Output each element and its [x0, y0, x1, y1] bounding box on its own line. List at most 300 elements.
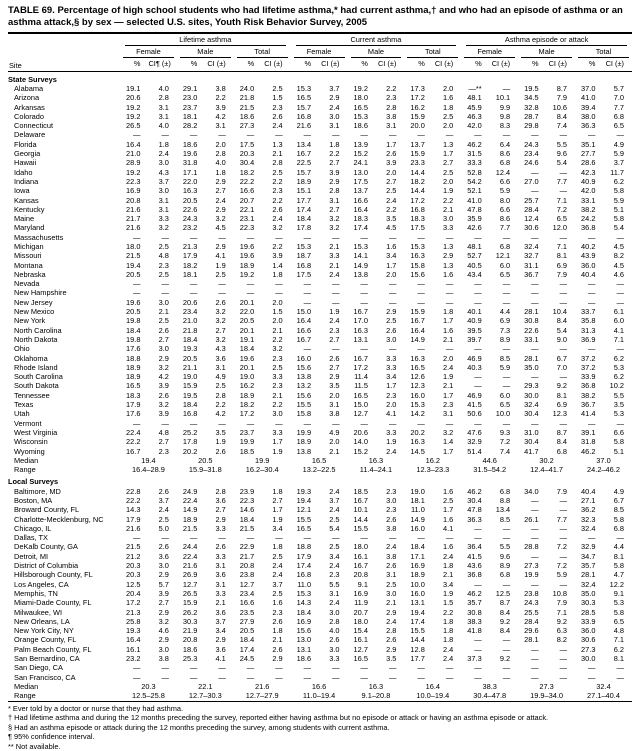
- value-cell: 13.4: [495, 505, 511, 515]
- value-cell: 3.8: [386, 551, 397, 561]
- value-cell: —: [588, 533, 596, 543]
- value-cell: 4.3: [215, 344, 226, 354]
- value-cell: —: [133, 533, 141, 543]
- value-cell: 2.9: [158, 635, 169, 645]
- table-row: [8, 447, 632, 456]
- value-cell: 4.3: [158, 167, 169, 177]
- value-cell: 23.7: [182, 102, 198, 112]
- value-cell: 29.6: [524, 626, 539, 636]
- value-cell: —: [502, 372, 511, 382]
- value-cell: —: [417, 533, 425, 543]
- value-cell: —: [332, 130, 340, 140]
- value-cell: 6.1: [613, 307, 624, 317]
- value-cell: 17.2: [126, 598, 141, 608]
- value-cell: 24.1: [353, 158, 368, 168]
- value-cell: 12.5: [495, 588, 511, 598]
- value-cell: 4.0: [158, 121, 169, 131]
- value-cell: 4.6: [158, 626, 169, 636]
- value-cell: 29.1: [182, 83, 198, 93]
- value-cell: 2.2: [272, 176, 283, 186]
- value-cell: —: [161, 533, 169, 543]
- value-cell: —: [531, 654, 539, 664]
- value-cell: 2.8: [215, 486, 226, 496]
- table-row: [8, 288, 632, 297]
- value-cell: 2.1: [272, 390, 283, 400]
- value-cell: 20.1: [239, 325, 255, 335]
- table-header: [8, 33, 632, 71]
- value-cell: 1.9: [272, 514, 283, 524]
- value-cell: 28.1: [524, 635, 539, 645]
- table-row: [8, 391, 632, 400]
- summary-value-cell: 16.3: [368, 455, 384, 465]
- value-cell: 14.3: [126, 505, 141, 515]
- value-cell: 20.3: [126, 561, 141, 571]
- percent-header: %: [404, 58, 432, 71]
- value-cell: 35.8: [581, 316, 596, 326]
- value-cell: 17.4: [296, 204, 312, 214]
- value-cell: 19.6: [239, 251, 255, 261]
- value-cell: 21.1: [182, 362, 198, 372]
- subheader-male: [348, 46, 405, 58]
- value-cell: 2.2: [215, 93, 226, 103]
- value-cell: —: [531, 130, 539, 140]
- value-cell: 19.2: [353, 83, 368, 93]
- value-cell: 3.8: [386, 523, 397, 533]
- value-cell: 16.6: [239, 598, 255, 608]
- table-row: [8, 279, 632, 288]
- value-cell: 16.5: [353, 390, 368, 400]
- value-cell: 2.8: [272, 158, 283, 168]
- value-cell: 6.2: [613, 644, 624, 654]
- value-cell: —: [388, 533, 397, 543]
- value-cell: 12.7: [353, 644, 368, 654]
- value-cell: 8.7: [556, 83, 567, 93]
- summary-row: [8, 456, 632, 465]
- value-cell: —: [588, 130, 596, 140]
- value-cell: 2.9: [272, 654, 283, 664]
- table-row: [8, 205, 632, 214]
- value-cell: 35.1: [581, 139, 596, 149]
- value-cell: 27.3: [524, 561, 539, 571]
- value-cell: —: [388, 279, 397, 289]
- subheader-total: [575, 46, 632, 58]
- value-cell: —: [531, 523, 539, 533]
- value-cell: 2.0: [386, 269, 397, 279]
- value-cell: 1.7: [386, 381, 397, 391]
- value-cell: 2.5: [158, 269, 169, 279]
- site-cell: San Francisco, CA: [14, 672, 76, 682]
- value-cell: 12.7: [182, 579, 198, 589]
- value-cell: —: [502, 232, 511, 242]
- summary-row: [8, 691, 632, 701]
- summary-value-cell: 19.9: [254, 455, 270, 465]
- value-cell: 3.7: [329, 83, 340, 93]
- value-cell: 6.7: [556, 353, 567, 363]
- value-cell: 2.6: [386, 325, 397, 335]
- value-cell: 3.7: [215, 616, 226, 626]
- value-cell: 2.9: [442, 251, 454, 261]
- value-cell: —: [417, 344, 425, 354]
- site-cell: North Carolina: [14, 325, 62, 335]
- value-cell: 2.4: [329, 102, 340, 112]
- table-title: TABLE 69. Percentage of high school students who had lifetime asthma,* had current asthma,† and who had an episode of asthma or an asthma attack,§ by sex — selected U.S. sites, Youth Risk Behavior Survey, 2005: [8, 5, 623, 28]
- value-cell: —: [445, 533, 454, 543]
- value-cell: 9.2: [499, 616, 511, 626]
- value-cell: 16.6: [239, 186, 255, 196]
- value-cell: 3.9: [272, 251, 283, 261]
- summary-value-cell: 44.6: [482, 455, 497, 465]
- table-row: [8, 93, 632, 102]
- value-cell: 6.5: [613, 121, 624, 131]
- value-cell: 18.8: [296, 542, 312, 552]
- value-cell: 6.7: [613, 496, 624, 505]
- value-cell: 12.4: [495, 167, 511, 177]
- value-cell: 18.9: [296, 176, 312, 186]
- value-cell: 16.7: [296, 334, 312, 344]
- value-cell: —: [275, 130, 283, 140]
- value-cell: 15.6: [296, 362, 312, 372]
- value-cell: 40.5: [467, 260, 482, 270]
- value-cell: 21.8: [182, 325, 198, 335]
- value-cell: 6.2: [613, 372, 624, 382]
- value-cell: 16.6: [353, 195, 368, 205]
- summary-value-cell: 20.3: [141, 681, 156, 691]
- value-cell: 2.3: [442, 400, 454, 410]
- value-cell: —: [360, 279, 368, 289]
- value-cell: 5.1: [613, 204, 624, 214]
- value-cell: 21.3: [126, 607, 141, 617]
- value-cell: 26.5: [126, 121, 141, 131]
- value-cell: 18.4: [126, 325, 141, 335]
- value-cell: 22.5: [296, 158, 312, 168]
- value-cell: 2.1: [442, 381, 454, 391]
- value-cell: 23.0: [182, 93, 198, 103]
- value-cell: 15.0: [296, 307, 312, 317]
- value-cell: —: [133, 288, 141, 298]
- value-cell: 2.1: [329, 241, 340, 251]
- summary-value-cell: 12.4–41.7: [530, 465, 563, 475]
- value-cell: 19.0: [239, 372, 255, 382]
- value-cell: 5.9: [499, 362, 511, 372]
- value-cell: 3.2: [215, 214, 226, 224]
- value-cell: 17.8: [296, 223, 312, 233]
- value-cell: 7.7: [556, 176, 567, 186]
- subheader-label: Female: [123, 47, 174, 58]
- value-cell: 4.1: [386, 409, 397, 419]
- value-cell: —: [616, 418, 624, 428]
- value-cell: 13.0: [353, 167, 368, 177]
- value-cell: —: [303, 344, 312, 354]
- value-cell: 13.1: [296, 644, 312, 654]
- value-cell: 5.8: [613, 214, 624, 224]
- value-cell: —: [531, 344, 539, 354]
- value-cell: —: [189, 288, 198, 298]
- value-cell: 20.8: [239, 561, 255, 571]
- summary-value-cell: 16.3: [368, 681, 384, 691]
- value-cell: 2.3: [158, 260, 169, 270]
- value-cell: 19.1: [239, 334, 255, 344]
- value-cell: 19.3: [182, 344, 198, 354]
- site-cell: Texas: [14, 400, 34, 410]
- value-cell: 14.0: [353, 437, 368, 447]
- footnotes: [8, 704, 632, 751]
- site-cell: Michigan: [14, 241, 44, 251]
- summary-value-cell: 31.5–54.2: [473, 465, 507, 475]
- summary-value-cell: 20.5: [198, 455, 213, 465]
- value-cell: 19.1: [126, 83, 141, 93]
- value-cell: 2.1: [386, 598, 397, 608]
- value-cell: 11.7: [610, 167, 624, 177]
- value-cell: 2.6: [215, 297, 226, 307]
- value-cell: 7.2: [556, 561, 567, 571]
- value-cell: 18.4: [182, 334, 198, 344]
- table-body: [8, 71, 632, 701]
- value-cell: 6.0: [499, 260, 511, 270]
- value-cell: 2.2: [272, 400, 283, 410]
- value-cell: 21.6: [126, 523, 141, 533]
- value-cell: —: [531, 279, 539, 289]
- value-cell: 5.5: [329, 579, 340, 589]
- value-cell: —: [559, 644, 567, 654]
- value-cell: 17.6: [126, 344, 141, 354]
- summary-value-cell: 22.1: [198, 681, 213, 691]
- value-cell: 2.9: [386, 307, 397, 317]
- value-cell: 17.4: [239, 644, 255, 654]
- value-cell: 3.7: [158, 496, 169, 505]
- value-cell: 3.3: [386, 362, 397, 372]
- value-cell: 12.6: [410, 372, 425, 382]
- table-row: [8, 223, 632, 232]
- value-cell: 11.5: [354, 381, 368, 391]
- value-cell: 13.9: [353, 139, 368, 149]
- table-row: [8, 496, 632, 505]
- value-cell: 37.2: [581, 362, 596, 372]
- value-cell: 46.2: [467, 139, 482, 149]
- value-cell: 6.9: [499, 316, 511, 326]
- value-cell: —: [502, 523, 511, 533]
- value-cell: 6.6: [613, 427, 624, 437]
- value-cell: 28.4: [524, 616, 539, 626]
- value-cell: —: [388, 663, 397, 673]
- value-cell: 2.7: [329, 158, 340, 168]
- value-cell: 23.5: [239, 607, 255, 617]
- value-cell: 50.6: [467, 409, 482, 419]
- summary-value-cell: 16.4: [425, 681, 440, 691]
- value-cell: 19.0: [410, 486, 425, 496]
- table-row: [8, 363, 632, 372]
- ci-header: CI (±): [262, 58, 290, 71]
- value-cell: 36.0: [581, 626, 596, 636]
- value-cell: 20.2: [182, 446, 198, 456]
- value-cell: 17.1: [410, 551, 425, 561]
- value-cell: 17.3: [410, 83, 425, 93]
- value-cell: 25.3: [182, 654, 198, 664]
- value-cell: 9.9: [499, 102, 511, 112]
- value-cell: 7.9: [556, 269, 567, 279]
- value-cell: 4.1: [442, 523, 454, 533]
- value-cell: 36.7: [581, 400, 596, 410]
- percent-header: %: [234, 58, 262, 71]
- value-cell: 16.4: [353, 204, 368, 214]
- table-row: [8, 617, 632, 626]
- value-cell: —: [218, 418, 226, 428]
- summary-label: Range: [14, 691, 36, 701]
- site-cell: Oklahoma: [14, 353, 48, 363]
- value-cell: 16.3: [353, 325, 368, 335]
- value-cell: —: [360, 130, 368, 140]
- value-cell: 29.3: [524, 381, 539, 391]
- value-cell: 3.2: [158, 362, 169, 372]
- value-cell: 6.2: [613, 176, 624, 186]
- value-cell: —: [559, 663, 567, 673]
- value-cell: 15.8: [410, 260, 425, 270]
- value-cell: 7.1: [556, 195, 567, 205]
- value-cell: 8.1: [556, 390, 567, 400]
- value-cell: 10.1: [353, 505, 368, 515]
- value-cell: 22.2: [239, 176, 255, 186]
- value-cell: 2.4: [329, 269, 340, 279]
- value-cell: 2.8: [386, 102, 397, 112]
- summary-value-cell: 12.7–30.3: [188, 691, 222, 701]
- value-cell: 1.6: [272, 598, 283, 608]
- value-cell: 16.8: [296, 570, 312, 580]
- value-cell: 13.7: [353, 186, 368, 196]
- value-cell: 36.3: [467, 514, 482, 524]
- value-cell: 8.2: [556, 635, 567, 645]
- value-cell: 5.0: [158, 523, 169, 533]
- value-cell: 14.4: [353, 514, 368, 524]
- value-cell: 27.7: [581, 149, 596, 159]
- value-cell: 16.0: [410, 390, 425, 400]
- value-cell: 22.4: [182, 496, 198, 505]
- value-cell: 8.4: [499, 626, 511, 636]
- value-cell: 15.5: [410, 626, 425, 636]
- value-cell: 14.9: [182, 505, 198, 515]
- value-cell: 5.3: [613, 362, 624, 372]
- value-cell: 1.8: [272, 542, 283, 552]
- value-cell: 31.3: [581, 325, 596, 335]
- value-cell: 18.4: [296, 214, 312, 224]
- value-cell: 21.8: [239, 93, 255, 103]
- value-cell: —: [189, 672, 198, 682]
- value-cell: 32.9: [581, 542, 596, 552]
- value-cell: —: [246, 279, 255, 289]
- site-cell: Memphis, TN: [14, 588, 58, 598]
- value-cell: 22.3: [239, 223, 255, 233]
- value-cell: 36.9: [581, 334, 596, 344]
- value-cell: 18.0: [353, 93, 368, 103]
- value-cell: 3.3: [329, 654, 340, 664]
- table-row: [8, 298, 632, 307]
- value-cell: 19.9: [296, 427, 312, 437]
- value-cell: 12.0: [552, 223, 567, 233]
- value-cell: 33.9: [581, 372, 596, 382]
- value-cell: —: [502, 83, 511, 93]
- value-cell: 1.8: [272, 269, 283, 279]
- value-cell: 24.4: [182, 542, 198, 552]
- value-cell: 3.3: [215, 588, 226, 598]
- value-cell: 2.6: [272, 111, 283, 121]
- value-cell: 30.4: [524, 409, 539, 419]
- value-cell: 2.9: [329, 93, 340, 103]
- value-cell: 30.8: [467, 607, 482, 617]
- value-cell: 10.0: [410, 579, 425, 589]
- value-cell: 6.0: [613, 316, 624, 326]
- table-row: [8, 580, 632, 589]
- value-cell: 1.3: [442, 139, 454, 149]
- value-cell: —: [332, 288, 340, 298]
- value-cell: 3.2: [158, 400, 169, 410]
- value-cell: 8.1: [556, 251, 567, 261]
- value-cell: 2.7: [215, 505, 226, 515]
- value-cell: 7.7: [499, 223, 511, 233]
- value-cell: 8.4: [499, 607, 511, 617]
- value-cell: 2.2: [272, 334, 283, 344]
- value-cell: 2.0: [272, 297, 283, 307]
- value-cell: —: [360, 418, 368, 428]
- value-cell: 36.0: [581, 260, 596, 270]
- value-cell: 13.8: [353, 269, 368, 279]
- value-cell: 10.1: [495, 93, 511, 103]
- value-cell: 2.3: [386, 93, 397, 103]
- value-cell: 12.4: [524, 214, 539, 224]
- value-cell: 7.1: [556, 241, 567, 251]
- value-cell: 8.5: [499, 514, 511, 524]
- value-cell: 2.4: [386, 446, 397, 456]
- summary-value-cell: 30.4–47.8: [473, 691, 507, 701]
- value-cell: 2.4: [272, 121, 283, 131]
- value-cell: 2.2: [272, 195, 283, 205]
- value-cell: 2.9: [158, 353, 169, 363]
- value-cell: 3.4: [215, 626, 226, 636]
- site-cell: Nevada: [14, 279, 40, 289]
- value-cell: —: [474, 533, 482, 543]
- value-cell: 6.2: [613, 353, 624, 363]
- value-cell: 11.0: [410, 505, 425, 515]
- value-cell: 2.6: [158, 390, 169, 400]
- value-cell: 2.4: [272, 214, 283, 224]
- subheader-male: [518, 46, 575, 58]
- value-cell: 2.0: [272, 316, 283, 326]
- value-cell: 3.8: [329, 409, 340, 419]
- value-cell: 14.3: [296, 598, 312, 608]
- value-cell: —: [616, 130, 624, 140]
- value-cell: 3.3: [386, 353, 397, 363]
- value-cell: 2.9: [386, 607, 397, 617]
- value-cell: 2.5: [329, 542, 340, 552]
- value-cell: 2.0: [215, 139, 226, 149]
- value-cell: —: [417, 279, 425, 289]
- value-cell: 2.5: [386, 579, 397, 589]
- value-cell: 28.4: [524, 204, 539, 214]
- value-cell: 40.3: [467, 362, 482, 372]
- value-cell: 2.0: [386, 400, 397, 410]
- value-cell: 5.8: [613, 561, 624, 571]
- value-cell: 23.8: [524, 588, 539, 598]
- value-cell: —: [332, 344, 340, 354]
- value-cell: 19.2: [126, 111, 141, 121]
- value-cell: 18.4: [182, 400, 198, 410]
- value-cell: 22.6: [182, 204, 198, 214]
- value-cell: 3.8: [158, 654, 169, 664]
- value-cell: 1.8: [158, 139, 169, 149]
- value-cell: 2.8: [215, 149, 226, 159]
- value-cell: 7.3: [499, 325, 511, 335]
- site-cell: New York City, NY: [14, 626, 74, 636]
- value-cell: 2.5: [215, 269, 226, 279]
- subheader-female: [291, 46, 348, 58]
- value-cell: 7.1: [556, 607, 567, 617]
